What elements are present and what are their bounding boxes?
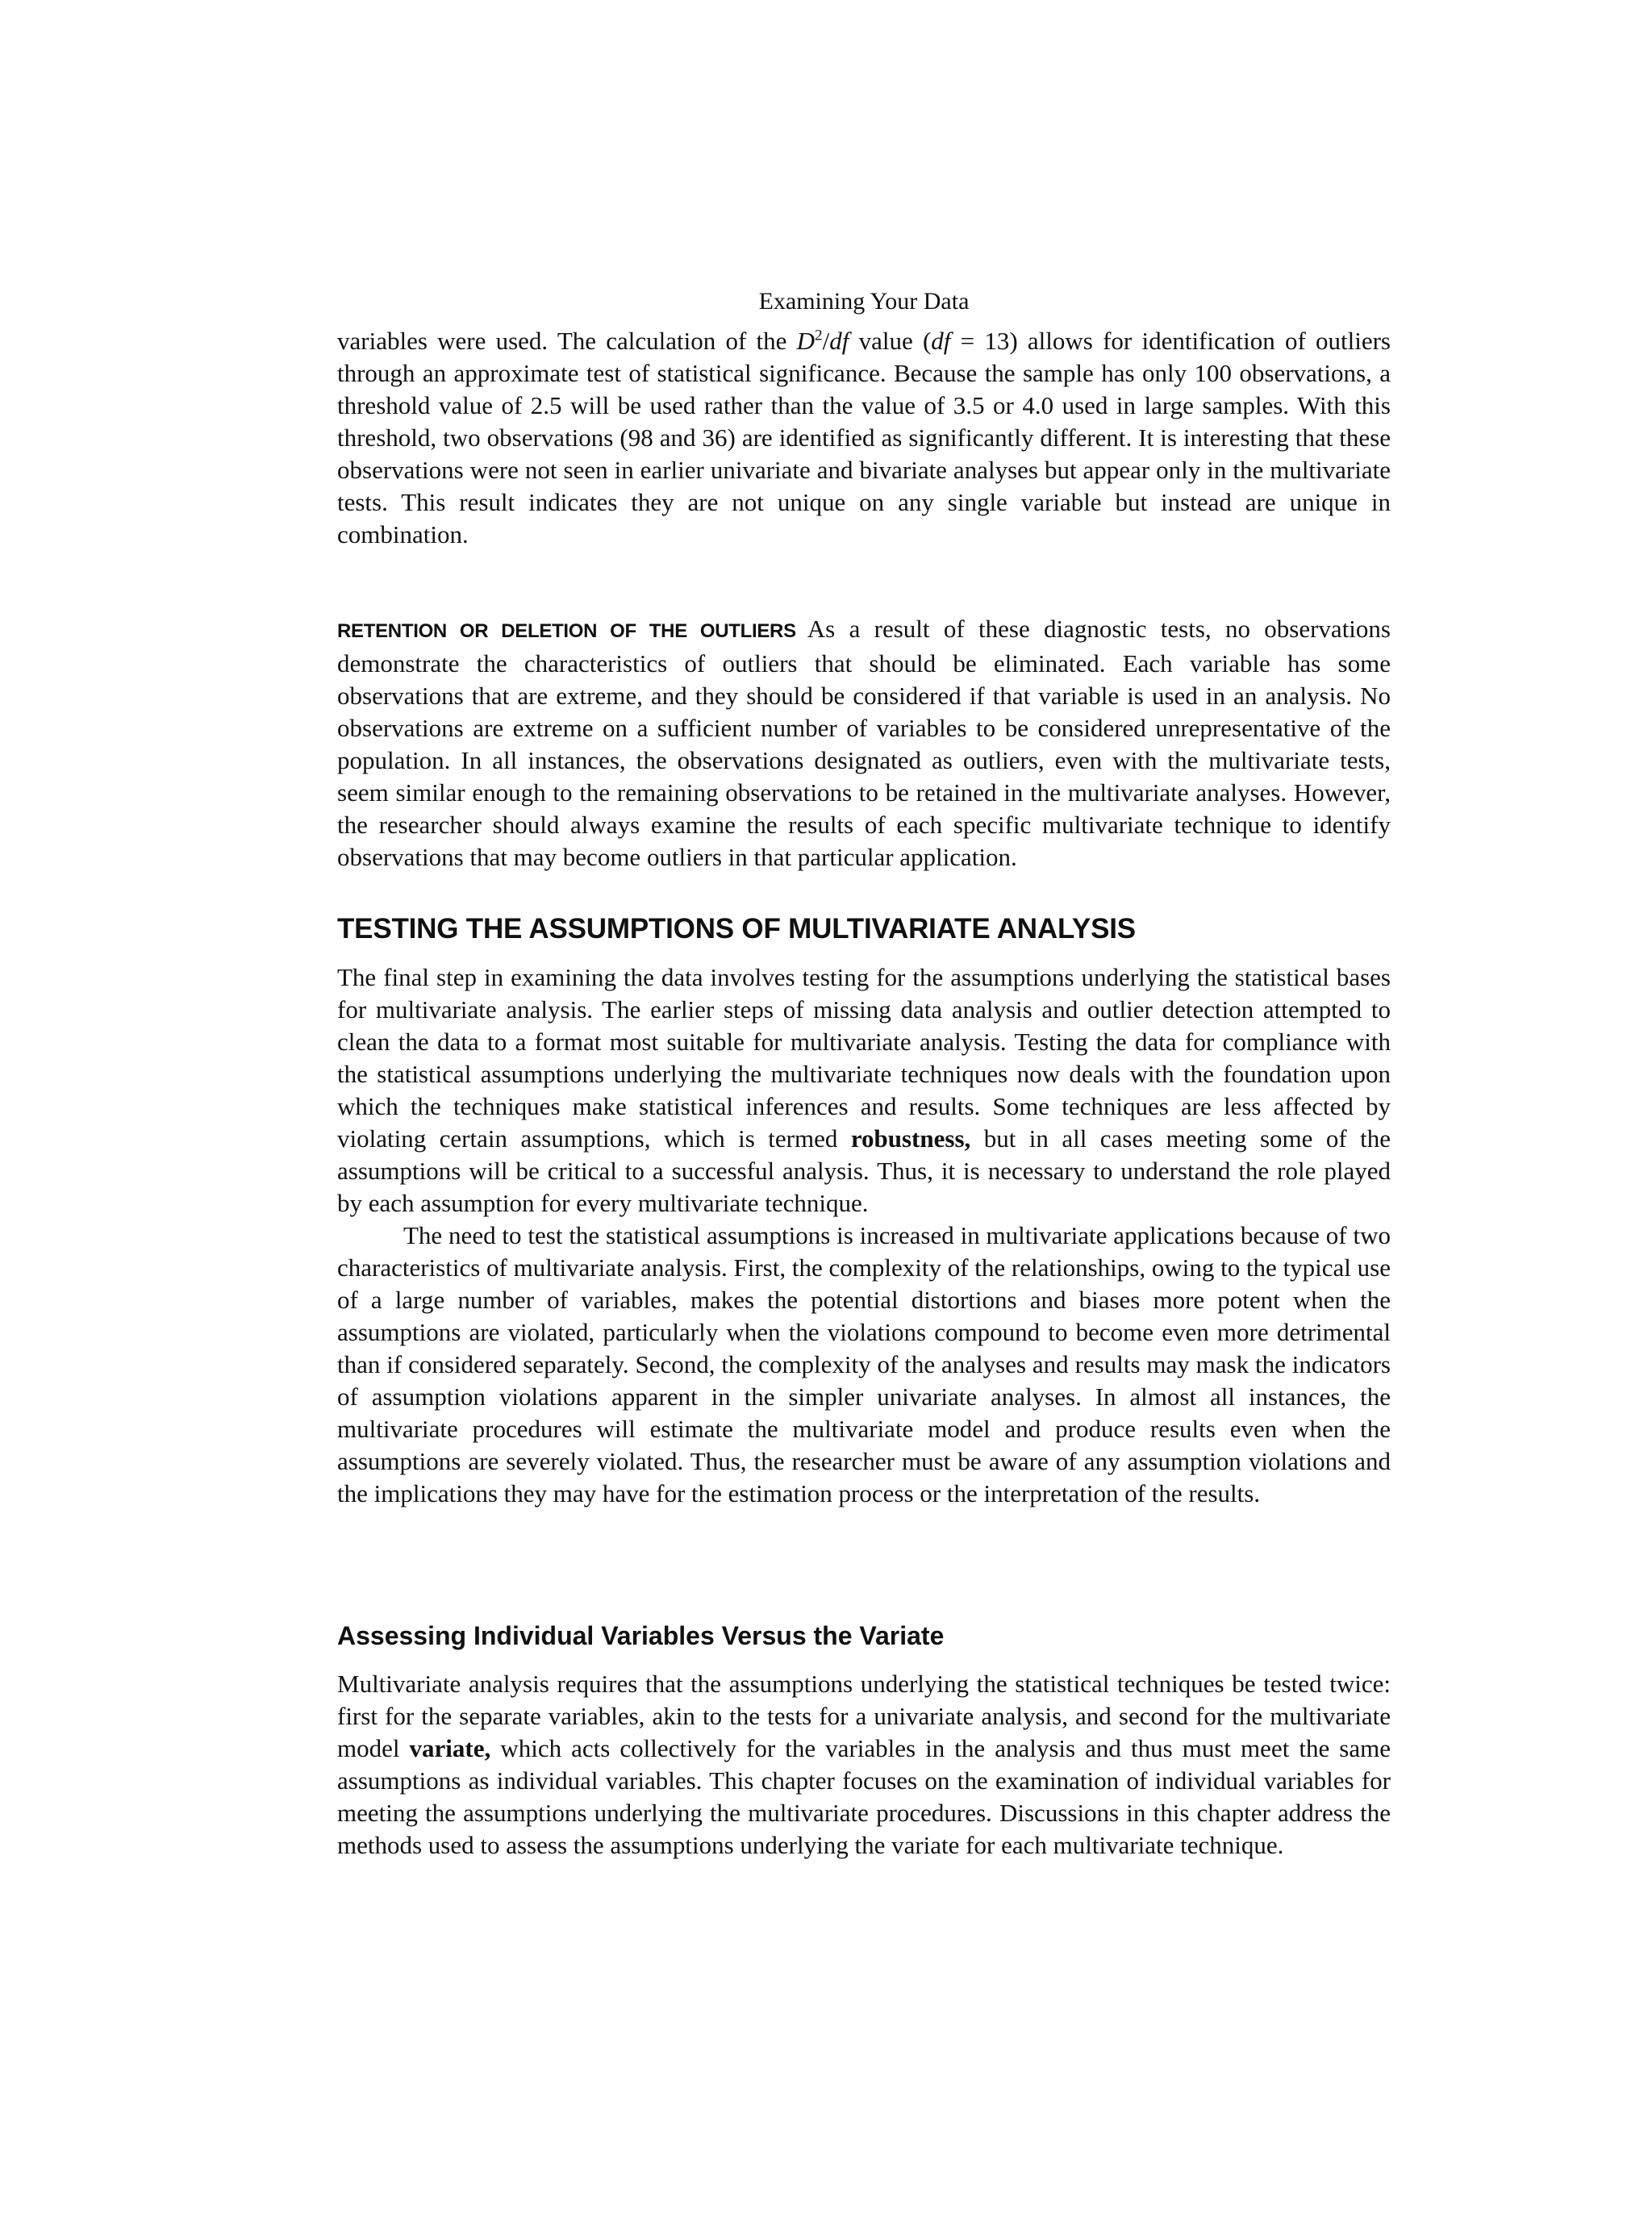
- document-page: [337, 0, 1391, 2235]
- superscript-2: 2: [815, 327, 823, 344]
- paragraph-text: The need to test the statistical assumptions is increased in multivariate applications because of two characteristics of multivariate analysis. First, the complexity of the relationships, owing to the typical use of a large number of variables, makes the potential distortions and biases more potent when the assumptions are violated, particularly when the violations compound to become even more detrimental than if considered separately. Second, the complexity of the analyses and results may mask the indicators of assumption violations apparent in the simpler univariate analyses. In almost all instances, the multivariate procedures will estimate the multivariate model and produce results even when the assumptions are severely violated. Thus, the researcher must be aware of any assumption violations and the implications they may have for the estimation process or the interpretation of the results.: [337, 1221, 1391, 1507]
- text-run: which acts collectively for the variables in the analysis and thus must meet the same assumptions as individual variables. This chapter focuses on the examination of individual variables for meeting the assumptions underlying the multivariate procedures. Discussions in this chapter address the methods used to assess the assumptions underlying the variate for each multivariate technique.: [337, 1734, 1391, 1859]
- bold-term-robustness: robustness,: [850, 1124, 971, 1153]
- df-symbol: df: [829, 327, 849, 355]
- text-run: but in all cases meeting some of the assumptions will be critical to a successful analysis. Thus, it is necessary to understand the role played by each assumption for every multivariate technique.: [337, 1124, 1391, 1217]
- text-run: Multivariate analysis requires that the assumptions underlying the statistical techniques be tested twice: first for the separate variables, akin to the tests for a univariate analysis, and second for the multivariate model: [337, 1670, 1391, 1762]
- retention-paragraph: [337, 613, 1391, 874]
- section-heading-testing: TESTING THE ASSUMPTIONS OF MULTIVARIATE ANALYSIS: [337, 913, 1136, 944]
- paragraph-text: [337, 325, 1391, 551]
- subsection-heading-assessing: Assessing Individual Variables Versus the Variate: [337, 1621, 945, 1650]
- df-symbol: df: [931, 327, 951, 355]
- testing-paragraphs: [337, 961, 1391, 1510]
- bold-term-variate: variate,: [409, 1734, 491, 1762]
- text-run: variables were used. The calculation of the: [337, 327, 797, 355]
- outlier-paragraph: [337, 325, 1391, 551]
- paragraph-text: [337, 613, 1391, 874]
- paragraph-text: [337, 1668, 1391, 1862]
- text-run: value (: [849, 327, 932, 355]
- slash: /: [822, 327, 830, 355]
- assessing-paragraph: [337, 1668, 1391, 1862]
- running-head: Examining Your Data: [758, 288, 970, 315]
- text-run: The final step in examining the data involves testing for the assumptions underlying the statistical bases for multivariate analysis. The earlier steps of missing data analysis and outlier detection attempted to clean the data to a format most suitable for multivariate analysis. Testing the data for compliance with the statistical assumptions underlying the multivariate techniques now deals with the foundation upon which the techniques make statistical inferences and results. Some techniques are less affected by violating certain assumptions, which is termed: [337, 963, 1391, 1153]
- text-run: As a result of these diagnostic tests, no observations demonstrate the characteristics of outliers that should be eliminated. Each variable has some observations that are extreme, and they should be considered if that variable is used in an analysis. No observations are extreme on a sufficient number of variables to be considered unrepresentative of the population. In all instances, the observations designated as outliers, even with the multivariate tests, seem similar enough to the remaining observations to be retained in the multivariate analyses. However, the researcher should always examine the results of each specific multivariate technique to identify observations that may become outliers in that particular application.: [337, 615, 1391, 871]
- text-run: = 13) allows for identification of outliers through an approximate test of statistical significance. Because the sample has only 100 observations, a threshold value of 2.5 will be used rather than the value of 3.5 or 4.0 used in large samples. With this threshold, two observations (98 and 36) are identified as significantly different. It is interesting that these observations were not seen in earlier univariate and bivariate analyses but appear only in the multivariate tests. This result indicates they are not unique on any single variable but instead are unique in combination.: [337, 327, 1391, 548]
- paragraph-text: [337, 961, 1391, 1220]
- run-in-heading: RETENTION OR DELETION OF THE OUTLIERS: [337, 620, 796, 642]
- d-squared-symbol: D: [796, 327, 816, 355]
